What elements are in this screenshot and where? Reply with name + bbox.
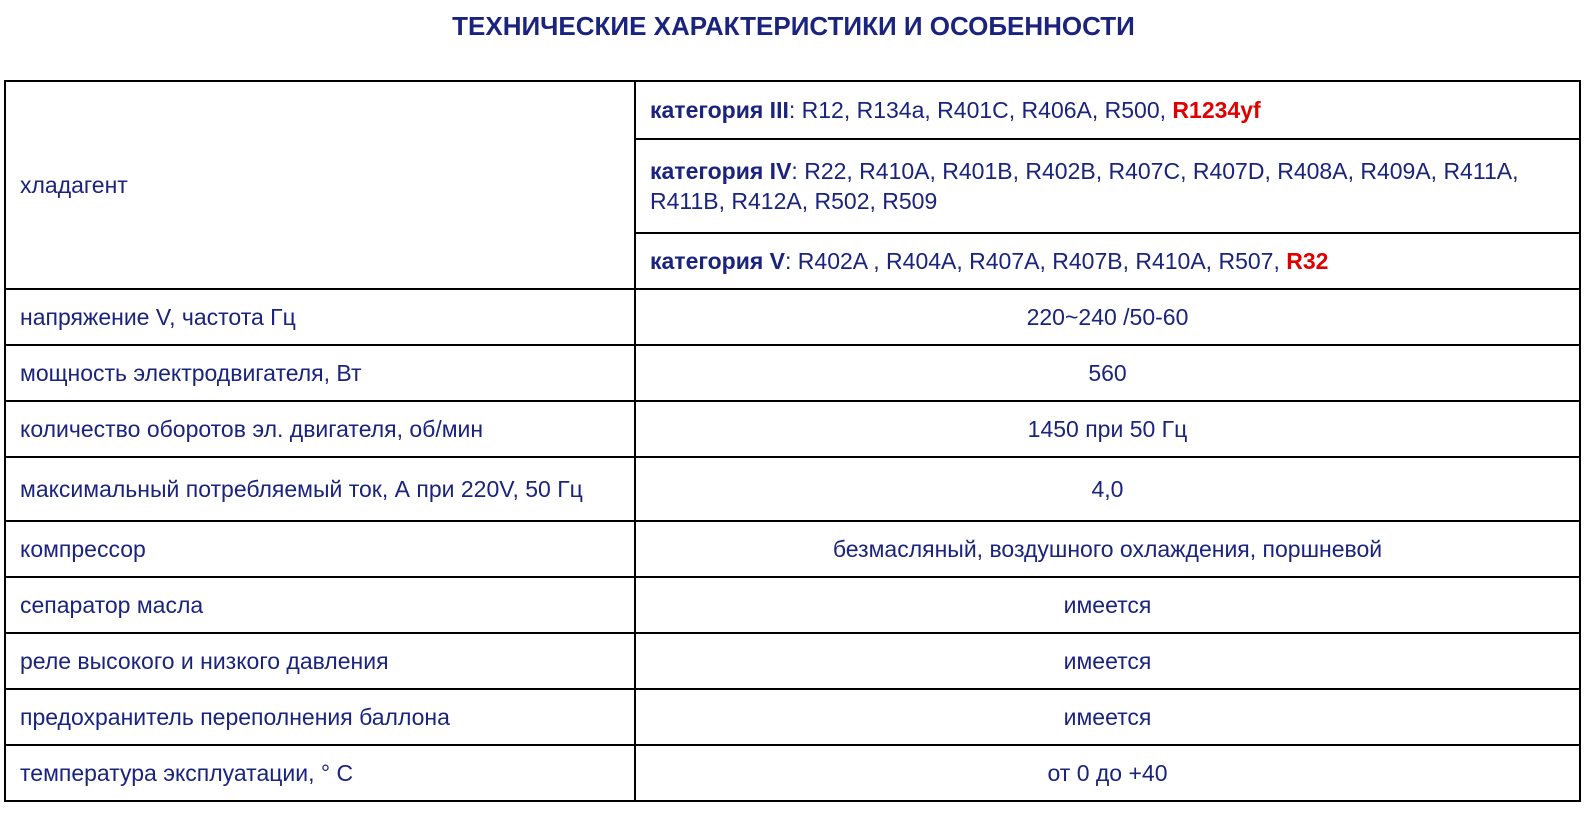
- row-value: 220~240 /50-60: [635, 289, 1580, 345]
- category-name: категория V: [650, 248, 786, 274]
- category-name: категория IV: [650, 158, 792, 184]
- category-list: R402A , R404A, R407A, R407B, R410A, R507,: [791, 248, 1287, 274]
- page-title: ТЕХНИЧЕСКИЕ ХАРАКТЕРИСТИКИ И ОСОБЕННОСТИ: [452, 11, 1135, 41]
- table-row: [5, 633, 1580, 689]
- category-name: категория III: [650, 97, 789, 123]
- row-label: напряжение V, частота Гц: [5, 289, 635, 345]
- table-row: [5, 745, 1580, 801]
- row-value: от 0 до +40: [635, 745, 1580, 801]
- row-value: имеется: [635, 633, 1580, 689]
- category-separator: :: [788, 97, 796, 123]
- spec-table: [4, 80, 1581, 802]
- refrigerant-category-3: [635, 81, 1580, 139]
- refrigerant-label: хладагент: [5, 81, 635, 289]
- row-value: безмасляный, воздушного охлаждения, поршневой: [635, 521, 1580, 577]
- category-highlight: R1234yf: [1172, 97, 1261, 123]
- table-row: [5, 577, 1580, 633]
- table-row: [5, 457, 1580, 521]
- refrigerant-category-4: [635, 139, 1580, 233]
- row-value: имеется: [635, 577, 1580, 633]
- row-label: мощность электродвигателя, Вт: [5, 345, 635, 401]
- row-label: максимальный потребляемый ток, А при 220V, 50 Гц: [5, 457, 635, 521]
- row-value: имеется: [635, 689, 1580, 745]
- table-row: [5, 521, 1580, 577]
- category-list: R22, R410A, R401B, R402B, R407C, R407D, R408A, R409A, R411A, R411B, R412A, R502, R509: [650, 158, 1519, 214]
- table-row-refrigerant-cat3: [5, 81, 1580, 139]
- row-value: 560: [635, 345, 1580, 401]
- row-value: 1450 при 50 Гц: [635, 401, 1580, 457]
- row-label: количество оборотов эл. двигателя, об/мин: [5, 401, 635, 457]
- table-row: [5, 289, 1580, 345]
- category-list: R12, R134a, R401C, R406A, R500,: [795, 97, 1173, 123]
- category-highlight: R32: [1286, 248, 1329, 274]
- table-row: [5, 689, 1580, 745]
- row-label: реле высокого и низкого давления: [5, 633, 635, 689]
- row-value: 4,0: [635, 457, 1580, 521]
- row-label: компрессор: [5, 521, 635, 577]
- table-row: [5, 345, 1580, 401]
- category-separator: :: [791, 158, 798, 184]
- refrigerant-category-5: [635, 233, 1580, 289]
- row-label: сепаратор масла: [5, 577, 635, 633]
- row-label: температура эксплуатации, ° С: [5, 745, 635, 801]
- category-separator: :: [785, 248, 792, 274]
- row-label: предохранитель переполнения баллона: [5, 689, 635, 745]
- table-row: [5, 401, 1580, 457]
